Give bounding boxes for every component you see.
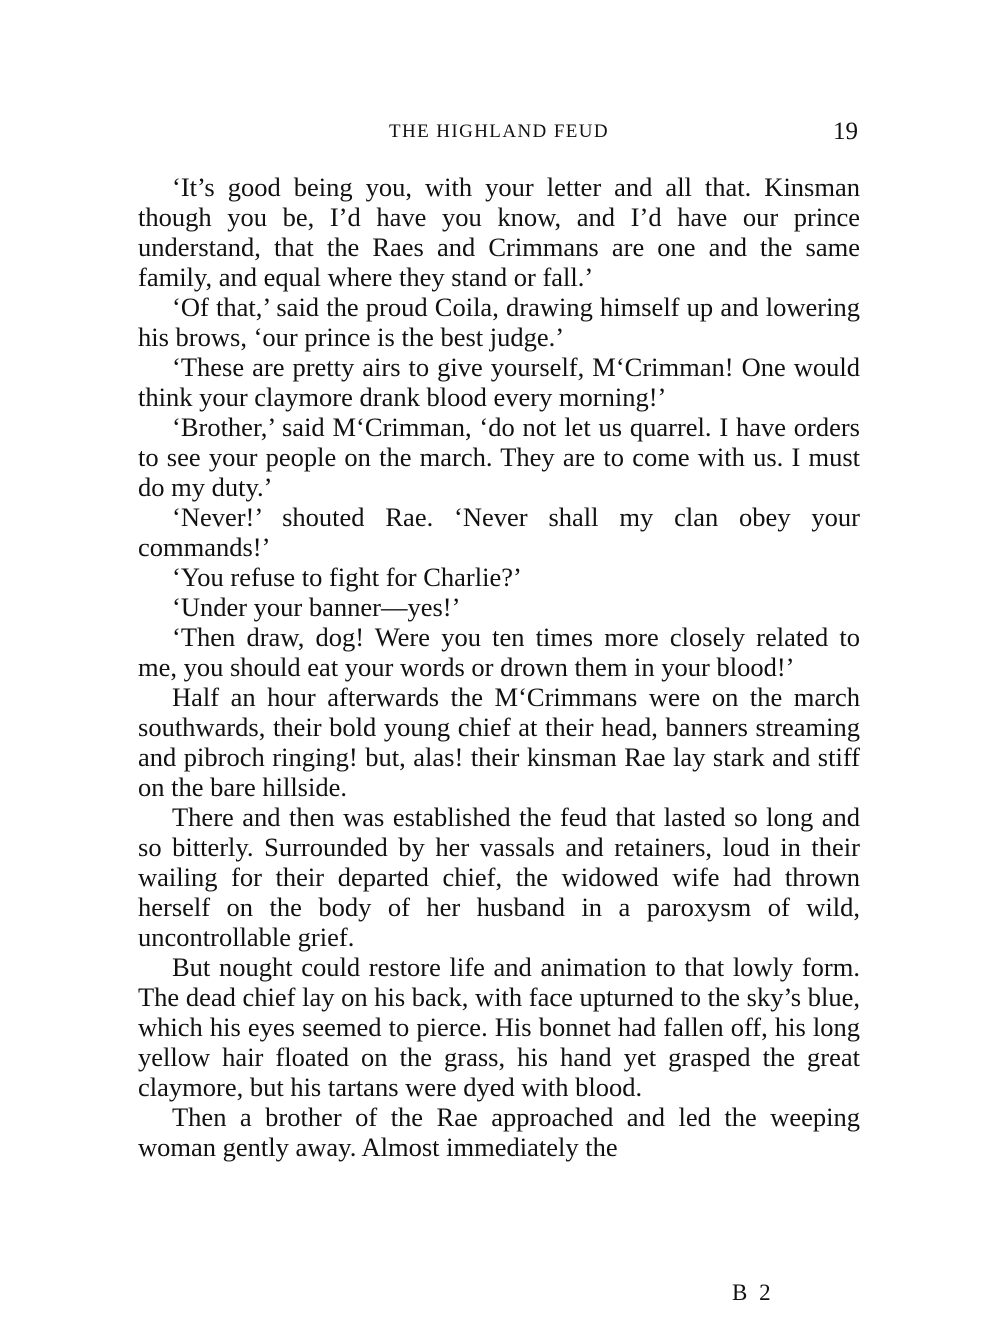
paragraph: ‘Of that,’ said the proud Coila, drawing himself up and lowering his brows, ‘our prince is the best judge.’ bbox=[138, 292, 860, 352]
paragraph: ‘Never!’ shouted Rae. ‘Never shall my clan obey your commands!’ bbox=[138, 502, 860, 562]
paragraph: ‘Then draw, dog! Were you ten times more closely related to me, you should eat your words or drown them in your blood!’ bbox=[138, 622, 860, 682]
body-text bbox=[138, 172, 860, 1162]
paragraph: ‘You refuse to fight for Charlie?’ bbox=[172, 562, 522, 592]
paragraph: But nought could restore life and animation to that lowly form. The dead chief lay on his back, with face upturned to the sky’s blue, which his eyes seemed to pierce. His bonnet had fallen off, his long yellow hair floated on the grass, his hand yet grasped the great claymore, but his tartans were dyed with blood. bbox=[138, 952, 860, 1102]
paragraph: ‘Brother,’ said M‘Crimman, ‘do not let us quarrel. I have orders to see your people on the march. They are to come with us. I must do my duty.’ bbox=[138, 412, 860, 502]
page-number: 19 bbox=[833, 118, 858, 145]
paragraph: ‘It’s good being you, with your letter and all that. Kinsman though you be, I’d have you know, and I’d have our prince understand, that the Raes and Crimmans are one and the same family, and equal where they stand or fall.’ bbox=[138, 172, 860, 292]
running-title: THE HIGHLAND FEUD bbox=[388, 121, 610, 142]
running-header bbox=[138, 116, 860, 148]
paragraph: Then a brother of the Rae approached and led the weeping woman gently away. Almost immediately the bbox=[138, 1102, 860, 1162]
paragraph: ‘These are pretty airs to give yourself, M‘Crimman! One would think your claymore drank blood every morning!’ bbox=[138, 352, 860, 412]
paragraph: There and then was established the feud that lasted so long and so bitterly. Surrounded by her vassals and retainers, loud in their wailing for their departed chief, the widowed wife had thrown herself on the body of her husband in a paroxysm of wild, uncontrollable grief. bbox=[138, 802, 860, 952]
signature-mark: B 2 bbox=[732, 1280, 774, 1305]
paragraph: ‘Under your banner—yes!’ bbox=[172, 592, 461, 622]
paragraph: Half an hour afterwards the M‘Crimmans were on the march southwards, their bold young chief at their head, banners streaming and pibroch ringing! but, alas! their kinsman Rae lay stark and stiff on the bare hillside. bbox=[138, 682, 860, 802]
